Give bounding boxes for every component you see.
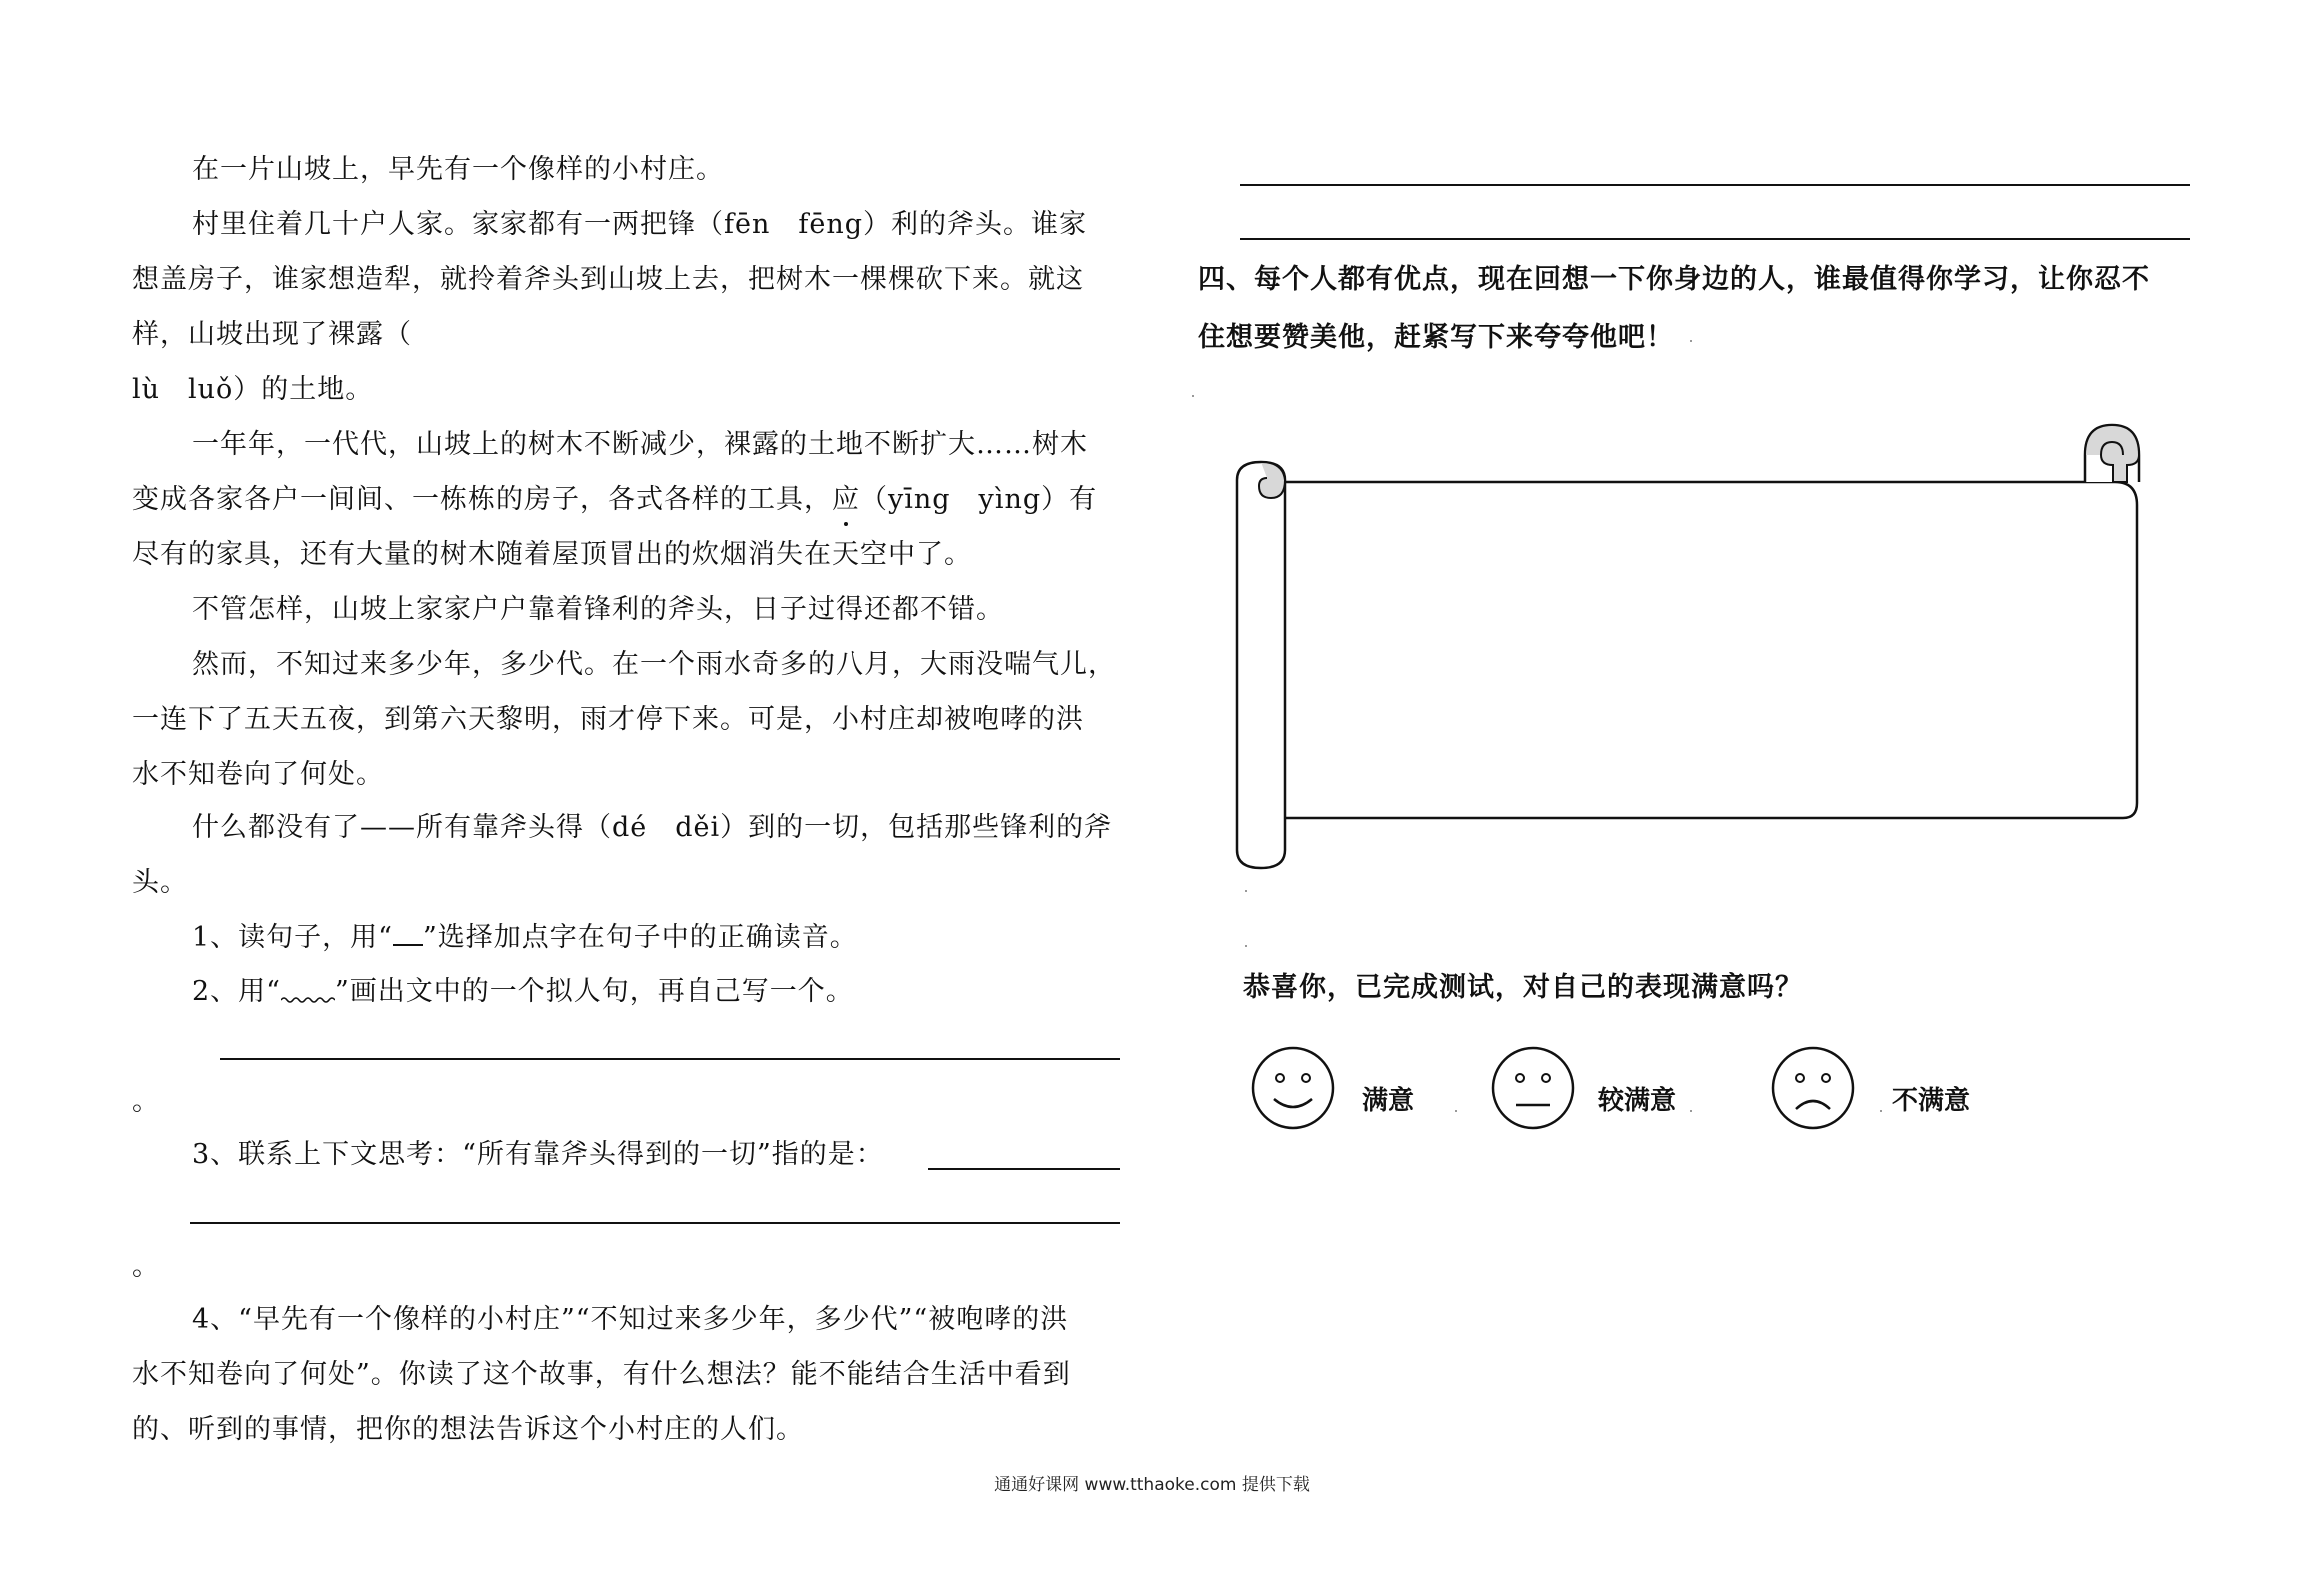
passage-line: 在一片山坡上，早先有一个像样的小村庄。 xyxy=(192,154,724,185)
answer-line[interactable] xyxy=(190,1222,1120,1224)
question-4-line: 的、听到的事情，把你的想法告诉这个小村庄的人们。 xyxy=(132,1414,804,1445)
passage-text: （yīng yìng）有 xyxy=(860,484,1098,515)
passage-line: 村里住着几十户人家。家家都有一两把锋（fēn fēng）利的斧头。谁家 xyxy=(192,209,1088,240)
passage-line: 尽有的家具，还有大量的树木随着屋顶冒出的炊烟消失在天空中了。 xyxy=(132,539,972,570)
passage-line: lù luǒ）的土地。 xyxy=(132,374,374,405)
self-eval-prompt: 恭喜你，已完成测试，对自己的表现满意吗？ xyxy=(1243,972,1803,1003)
question-text: ”画出文中的一个拟人句，再自己写一个。 xyxy=(334,976,854,1007)
option-not-satisfied[interactable]: 不满意 xyxy=(1892,1086,1971,1116)
speck xyxy=(1245,945,1247,947)
speck xyxy=(1455,1110,1457,1112)
period-mark: 。 xyxy=(132,1251,160,1282)
wavy-line-symbol xyxy=(281,974,335,1000)
underline-symbol xyxy=(393,918,423,946)
speck xyxy=(1880,1110,1882,1112)
scroll-writing-area[interactable] xyxy=(1225,420,2150,880)
dotted-character: 应 xyxy=(832,480,860,520)
passage-line: 什么都没有了——所有靠斧头得（dé děi）到的一切，包括那些锋利的斧 xyxy=(192,812,1113,843)
passage-line: 水不知卷向了何处。 xyxy=(132,759,384,790)
passage-line: 一年年，一代代，山坡上的树木不断减少，裸露的土地不断扩大……树木 xyxy=(192,429,1088,460)
question-4: 4、“早先有一个像样的小村庄”“不知过来多少年，多少代”“被咆哮的洪 xyxy=(192,1304,1069,1335)
speck xyxy=(1192,395,1194,397)
section-4-title-cont: 住想要赞美他，赶紧写下来夸夸他吧！ xyxy=(1198,322,1674,353)
question-4-line: 水不知卷向了何处”。你读了这个故事，有什么想法？能不能结合生活中看到 xyxy=(132,1359,1071,1390)
speck xyxy=(1690,1110,1692,1112)
neutral-face-icon[interactable] xyxy=(1490,1045,1576,1131)
question-2 xyxy=(192,972,1192,1012)
speck xyxy=(1690,340,1692,342)
smiley-satisfied-icon[interactable] xyxy=(1250,1045,1336,1131)
passage-line: 一连下了五天五夜，到第六天黎明，雨才停下来。可是，小村庄却被咆哮的洪 xyxy=(132,704,1084,735)
question-3: 3、联系上下文思考：“所有靠斧头得到的一切”指的是： xyxy=(192,1139,884,1170)
answer-line[interactable] xyxy=(220,1058,1120,1060)
footer-credit: 通通好课网 www.tthaoke.com 提供下载 xyxy=(994,1475,1310,1495)
answer-line[interactable] xyxy=(1240,184,2190,186)
answer-line[interactable] xyxy=(1240,238,2190,240)
passage-line: 头。 xyxy=(132,867,188,898)
question-1 xyxy=(192,918,1192,958)
question-text: ”选择加点字在句子中的正确读音。 xyxy=(422,922,858,953)
passage-line xyxy=(132,480,1132,520)
passage-line: 然而，不知过来多少年，多少代。在一个雨水奇多的八月，大雨没喘气儿， xyxy=(192,649,1116,680)
frown-face-icon[interactable] xyxy=(1770,1045,1856,1131)
question-text: 2、用“ xyxy=(192,976,281,1007)
speck xyxy=(1245,890,1247,892)
passage-line: 样，山坡出现了裸露（ xyxy=(132,319,412,350)
passage-line: 不管怎样，山坡上家家户户靠着锋利的斧头，日子过得还都不错。 xyxy=(192,594,1004,625)
option-satisfied[interactable]: 满意 xyxy=(1362,1086,1415,1116)
option-fairly-satisfied[interactable]: 较满意 xyxy=(1598,1086,1677,1116)
period-mark: 。 xyxy=(132,1086,160,1117)
passage-text: 变成各家各户一间间、一栋栋的房子，各式各样的工具， xyxy=(132,484,832,515)
answer-line[interactable] xyxy=(928,1168,1120,1170)
passage-line: 想盖房子，谁家想造犁，就拎着斧头到山坡上去，把树木一棵棵砍下来。就这 xyxy=(132,264,1084,295)
section-4-title: 四、每个人都有优点，现在回想一下你身边的人，谁最值得你学习，让你忍不 xyxy=(1198,264,2150,295)
question-text: 1、读句子，用“ xyxy=(192,922,393,953)
